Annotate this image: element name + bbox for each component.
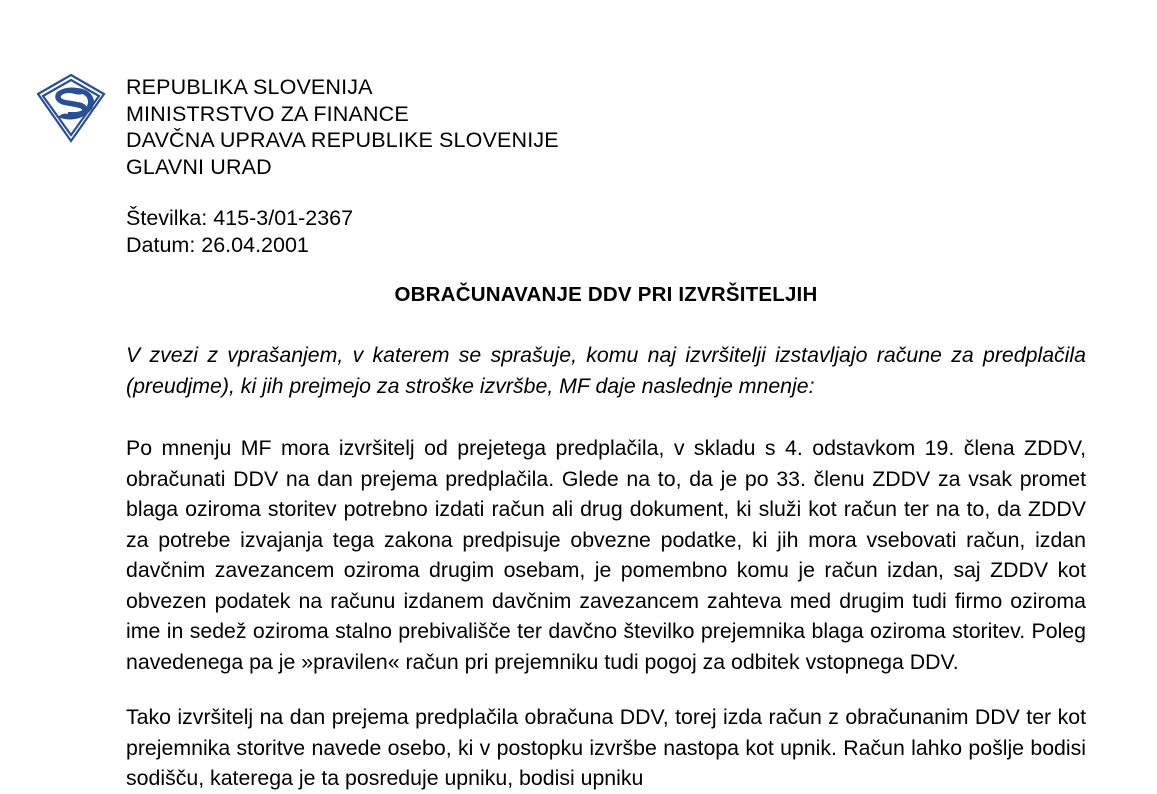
reference-number: Številka: 415-3/01-2367: [126, 206, 354, 230]
intro-paragraph: V zvezi z vprašanjem, v katerem se sprašuje, komu naj izvršitelji izstavljajo račune za predplačila (preudjme), ki jih prejmejo za stroške izvršbe, MF daje naslednje mnenje:: [126, 343, 1086, 398]
slovenia-tax-administration-emblem-icon: [31, 72, 111, 144]
letterhead-line-1: REPUBLIKA SLOVENIJA: [126, 75, 373, 99]
letterhead: [126, 74, 559, 180]
reference-date: Datum: 26.04.2001: [126, 233, 309, 257]
letterhead-line-4: GLAVNI URAD: [126, 154, 272, 179]
page-title: OBRAČUNAVANJE DDV PRI IZVRŠITELJIH: [394, 283, 818, 306]
letterhead-line-2: MINISTRSTVO ZA FINANCE: [126, 101, 409, 126]
body-paragraph-2: Tako izvršitelj na dan prejema predplačila obračuna DDV, torej izda račun z obračunanim DDV ter kot prejemnika storitve navede osebo, ki v postopku izvršbe nastopa kot upnik. Račun lahko pošlje bodisi sodišču, katerega je ta posreduje upniku, bodisi upniku: [126, 705, 1086, 790]
reference-block: [126, 205, 353, 259]
letterhead-line-3: DAVČNA UPRAVA REPUBLIKE SLOVENIJE: [126, 128, 559, 152]
document-body: [126, 340, 1086, 794]
body-paragraph-1: Po mnenju MF mora izvršitelj od prejetega predplačila, v skladu s 4. odstavkom 19. člena ZDDV, obračunati DDV na dan prejema predplačila. Glede na to, da je po 33. členu ZDDV za vsak promet blaga oziroma storitev potrebno izdati račun ali drug dokument, ki služi kot račun ter na to, da ZDDV za potrebe izvajanja tega zakona predpisuje obvezne podatke, ki jih mora vsebovati račun, izdan davčnim zavezancem oziroma drugim osebam, je pomembno komu je račun izdan, saj ZDDV kot obvezen podatek na računu izdanem davčnim zavezancem zahteva med drugim tudi firmo oziroma ime in sedež oziroma stalno prebivališče ter davčno številko prejemnika blaga oziroma storitev. Poleg navedenega pa je »pravilen« račun pri prejemniku tudi pogoj za odbitek vstopnega DDV.: [126, 436, 1086, 674]
